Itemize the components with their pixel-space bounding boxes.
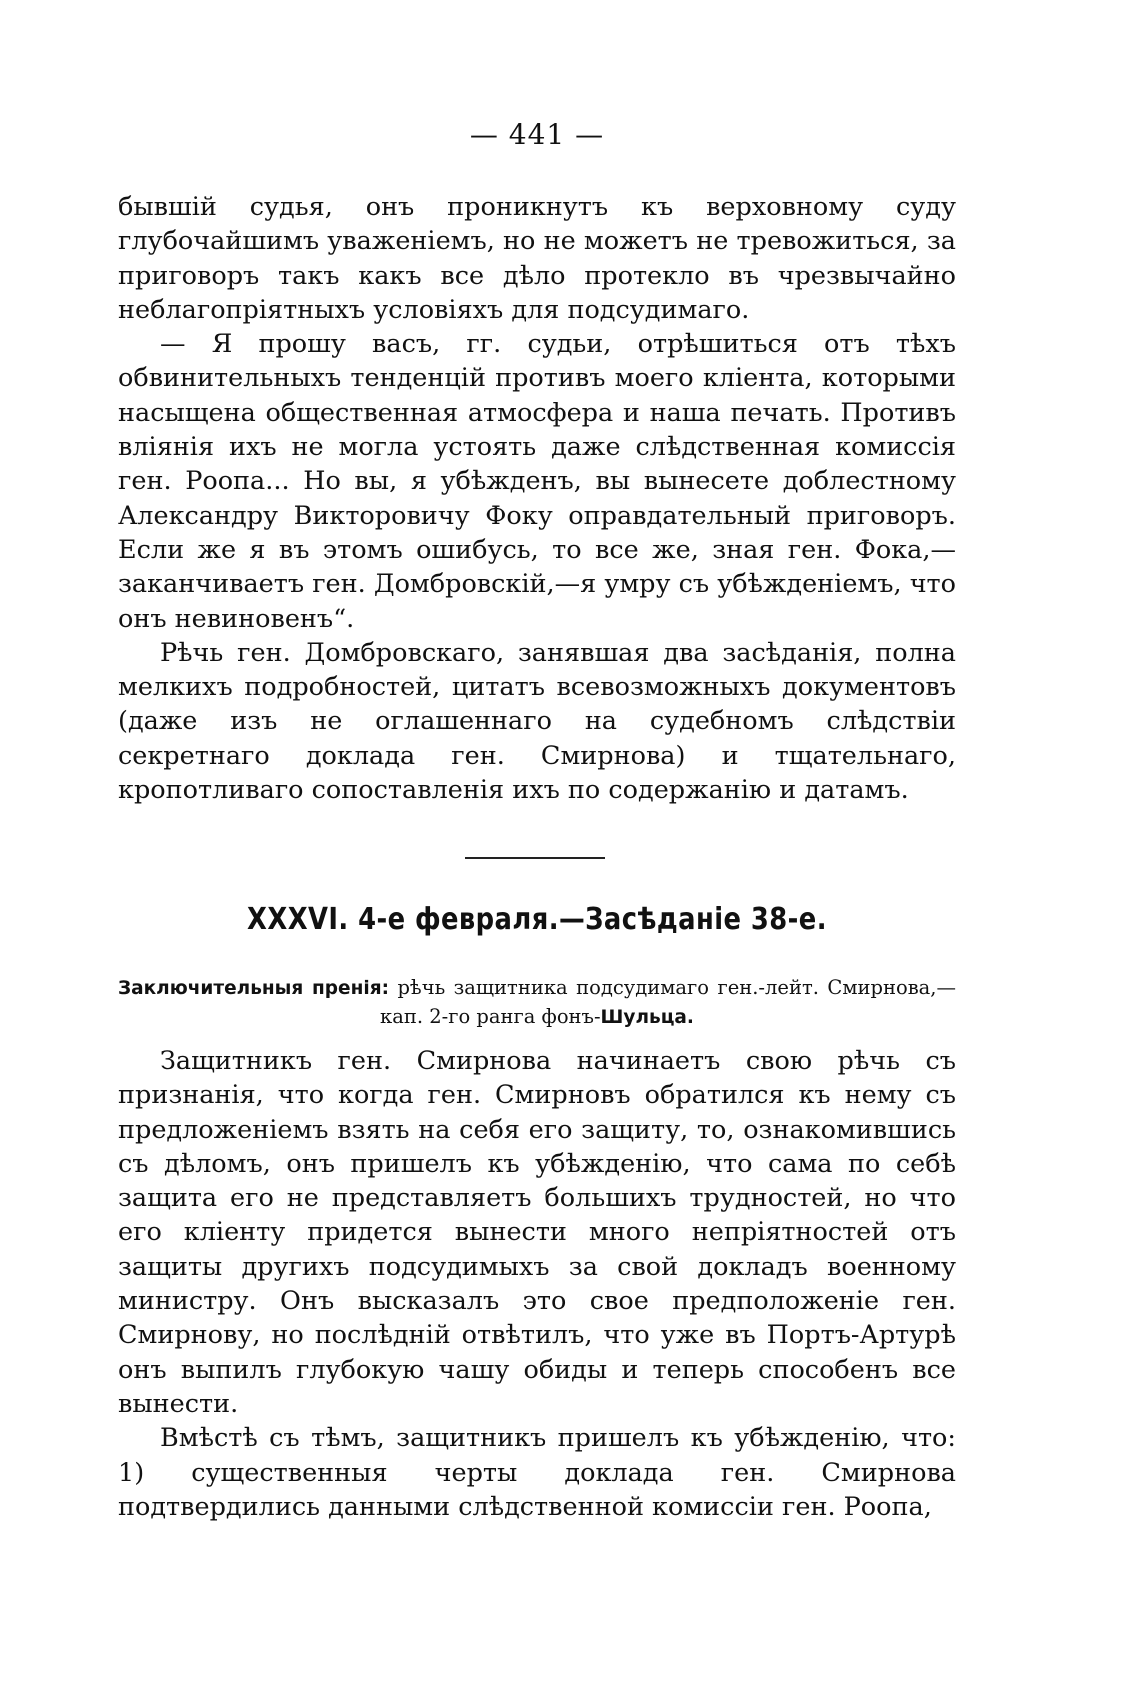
paragraph: бывшій судья, онъ проникнутъ къ верховному суду глубочайшимъ уваженіемъ, но не можетъ не тревожиться, за приговоръ такъ какъ все дѣло протекло въ чрезвычайно неблагопріятныхъ условіяхъ для подсудимаго. xyxy=(118,192,956,325)
text-block-top xyxy=(118,190,956,807)
section-heading: XXXVI. 4-е февраля.—Засѣданіе 38-е. xyxy=(247,902,827,937)
section-divider xyxy=(465,857,605,859)
summary-text: рѣчь защитника подсудимаго ген.-лейт. Смирнова,—кап. 2-го ранга фонъ- xyxy=(380,976,956,1028)
book-page xyxy=(118,0,956,1706)
page-number: — 441 — xyxy=(469,118,605,151)
paragraph: Рѣчь ген. Домбровскаго, занявшая два засѣданія, полна мелкихъ подробностей, цитатъ всевозможныхъ документовъ (даже изъ не оглашеннаго на судебномъ слѣдствіи секретнаго доклада ген. Смирнова) и тщательнаго, кропотливаго сопоставленія ихъ по содержанію и датамъ. xyxy=(118,637,956,806)
summary-lead: Заключительныя пренія: xyxy=(118,978,389,999)
text-block-bottom xyxy=(118,1044,956,1524)
section-summary xyxy=(118,974,956,1032)
paragraph: Защитникъ ген. Смирнова начинаетъ свою рѣчь съ признанія, что когда ген. Смирновъ обратился къ нему съ предложеніемъ взять на себя его защиту, то, ознакомившись съ дѣломъ, онъ пришелъ къ убѣжденію, что сама по себѣ защита его не представляетъ большихъ трудностей, но что его кліенту придется вынести много непріятностей отъ защиты другихъ подсудимыхъ за свой докладъ военному министру. Онъ высказалъ это свое предположеніе ген. Смирнову, но послѣдній отвѣтилъ, что уже въ Портъ-Артурѣ онъ выпилъ глубокую чашу обиды и теперь способенъ все вынести. xyxy=(118,1046,956,1419)
paragraph: — Я прошу васъ, гг. судьи, отрѣшиться отъ тѣхъ обвинительныхъ тенденцій противъ моего кліента, которыми насыщена общественная атмосфера и наша печать. Противъ вліянія ихъ не могла устоять даже слѣдственная комиссія ген. Роопа... Но вы, я убѣжденъ, вы вынесете доблестному Александру Викторовичу Фоку оправдательный приговоръ. Если же я въ этомъ ошибусь, то все же, зная ген. Фока,— заканчиваетъ ген. Домбровскій,—я умру съ убѣжденіемъ, что онъ невиновенъ“. xyxy=(118,329,957,634)
summary-name: Шульца. xyxy=(600,1007,694,1028)
paragraph: Вмѣстѣ съ тѣмъ, защитникъ пришелъ къ убѣжденію, что: 1) существенныя черты доклада ген. Смирнова подтвердились данными слѣдственной комиссіи ген. Роопа, xyxy=(118,1423,956,1522)
